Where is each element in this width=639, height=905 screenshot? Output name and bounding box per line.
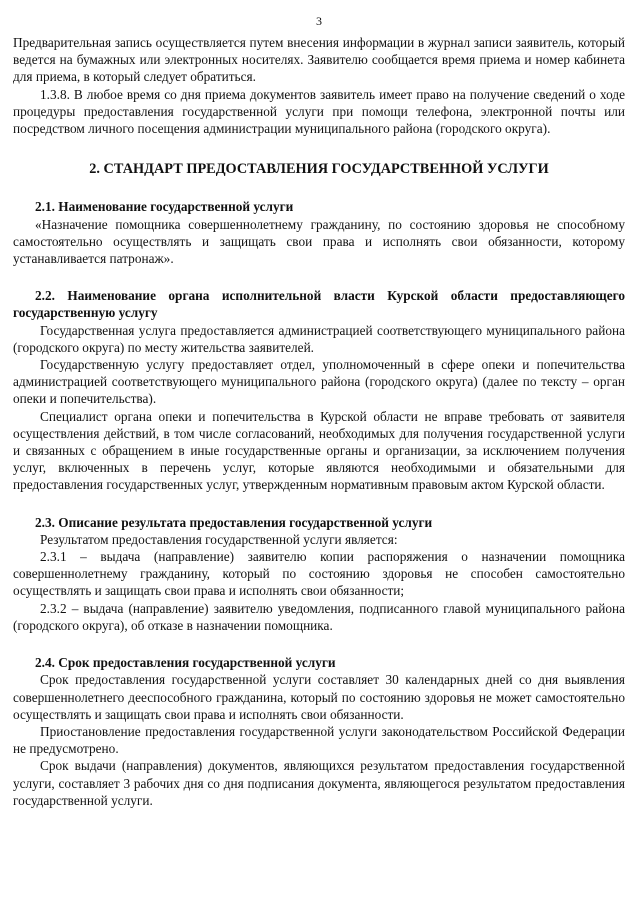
spacer [13, 267, 625, 287]
section-2-4-paragraph-3: Срок выдачи (направления) документов, являющихся результатом предоставления государственной услуги, составляет 3 рабочих дня со дня подписания документа, являющегося результатом предоставления государственной услуги. [13, 758, 625, 808]
spacer [13, 494, 625, 514]
section-2-3-heading: 2.3. Описание результата предоставления государственной услуги [35, 514, 433, 530]
section-2-title: 2. СТАНДАРТ ПРЕДОСТАВЛЕНИЯ ГОСУДАРСТВЕННОЙ УСЛУГИ [89, 161, 549, 178]
section-2-3-item-2: 2.3.2 – выдача (направление) заявителю уведомления, подписанного главой муниципального района (городского округа), об отказе в назначении помощника. [13, 600, 625, 633]
page-number: 3 [316, 14, 322, 28]
intro-paragraph-1: Предварительная запись осуществляется путем внесения информации в журнал записи заявитель, который ведется на бумажных или электронных носителях. Заявителю сообщается время приема и номер кабинета для приема, в который следует обратиться. [13, 35, 625, 85]
section-2-4-heading: 2.4. Срок предоставления государственной услуги [35, 655, 336, 671]
section-2-2-heading: 2.2. Наименование органа исполнительной власти Курской области предоставляющего государственную услугу [13, 288, 625, 321]
section-2-1-heading: 2.1. Наименование государственной услуги [35, 199, 294, 215]
section-2-1-text: «Назначение помощника совершеннолетнему гражданину, по состоянию здоровья не способному самостоятельно осуществлять и защищать свои права и исполнять свои обязанности, которому устанавливается патронаж». [13, 216, 625, 267]
intro-paragraph-2: 1.3.8. В любое время со дня приема документов заявитель имеет право на получение сведений о ходе процедуры предоставления государственной услуги при помощи телефона, электронной почты или посредством личного посещения администрации муниципального района (городского округа). [13, 86, 625, 137]
section-2-2-paragraph-3: Специалист органа опеки и попечительства в Курской области не вправе требовать от заявителя осуществления действий, в том числе согласований, необходимых для получения государственной услуги и связанных с обращением в иные государственные органы и организации, за исключением получения услуг, включенных в перечень услуг, которые являются необходимыми и обязательными для предоставления государственных услуг, утвержденным нормативным правовым актом Курской области. [13, 408, 625, 493]
section-2-4-paragraph-1: Срок предоставления государственной услуги составляет 30 календарных дней со дня выявления совершеннолетнего дееспособного гражданина, который по состоянию здоровья не может самостоятельно осуществлять и защищать свои права и исполнять свои обязанности. [13, 672, 625, 722]
section-2-2-paragraph-1: Государственная услуга предоставляется администрацией соответствующего муниципального района (городского округа) по месту жительства заявителей. [13, 322, 625, 355]
section-2-3-paragraph-1: Результатом предоставления государственной услуги является: [40, 531, 398, 547]
section-2-4-paragraph-2: Приостановление предоставления государственной услуги законодательством Российской Федерации не предусмотрено. [13, 723, 625, 757]
section-2-2-paragraph-2: Государственную услугу предоставляет отдел, уполномоченный в сфере опеки и попечительства администрацией соответствующего муниципального района (городского округа) (далее по тексту – орган опеки и попечительства). [13, 357, 625, 407]
section-2-3-item-1: 2.3.1 – выдача (направление) заявителю копии распоряжения о назначении помощника совершеннолетнему гражданину, который по состоянию здоровья не способен самостоятельно осуществлять и защищать свои права и исполнять свои обязанности; [13, 549, 625, 599]
spacer [13, 634, 625, 654]
